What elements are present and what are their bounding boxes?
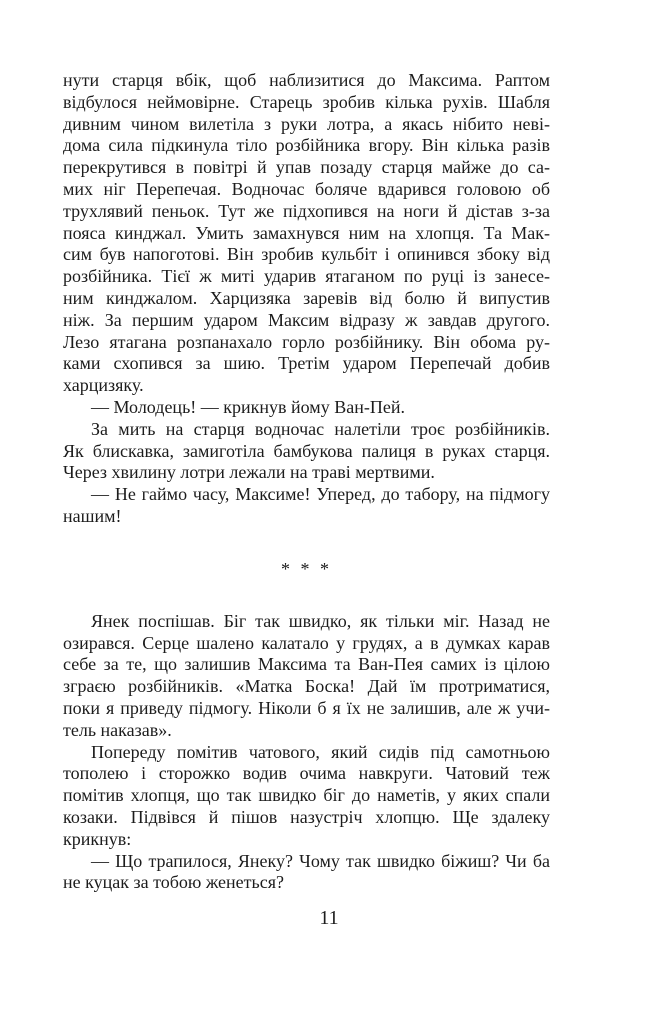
text-line: — Молодець! — крикнув йому Ван-Пей. <box>91 396 405 417</box>
text-line: дивним чином вилетіла з руки лотра, а якась нібито неві- <box>63 113 550 134</box>
text-line: За мить на старця водночас налетіли троє розбійників. <box>91 418 550 439</box>
text-line: відбулося неймовірне. Старець зробив кілька рухів. Шабля <box>63 91 550 112</box>
text-line: розбійника. Тієї ж миті ударив ятаганом по руці із занесе- <box>63 266 550 287</box>
page-number: 11 <box>319 907 339 929</box>
text-line: тополею і сторожко водив очима навкруги. Чатовий теж <box>63 763 550 784</box>
text-line: помітив хлопця, що так швидко біг до наметів, у яких спали <box>63 785 550 806</box>
text-line: нашим! <box>63 505 122 526</box>
text-line: дома сила підкинула тіло розбійника вгору. Він кілька разів <box>63 135 550 156</box>
text-line: — Що трапилося, Янеку? Чому так швидко біжиш? Чи ба <box>91 850 550 871</box>
text-line: поки я приведу підмогу. Ніколи б я їх не залишив, але ж учи- <box>63 697 550 718</box>
text-line: Янек поспішав. Біг так швидко, як тільки міг. Назад не <box>91 610 550 631</box>
text-line: сим був напоготові. Він зробив кульбіт і опинився збоку від <box>63 244 550 265</box>
text-line: Через хвилину лотри лежали на траві мертвими. <box>63 462 435 483</box>
book-page <box>63 70 550 894</box>
text-line: Попереду помітив чатового, який сидів під самотньою <box>91 741 550 762</box>
text-section-2 <box>63 611 550 894</box>
text-line: себе за те, що залишив Максима та Ван-Пея самих із цілою <box>63 654 550 675</box>
text-line: не куцак за тобою женеться? <box>63 872 284 893</box>
text-line: мих ніг Перепечая. Водночас боляче вдарився головою об <box>63 178 550 199</box>
text-line: ками схопився за шию. Третім ударом Перепечай добив <box>63 353 550 374</box>
text-line: озирався. Серце шалено калатало у грудях, а в думках карав <box>63 632 550 653</box>
text-line: ніж. За першим ударом Максим відразу ж завдав другого. <box>63 309 550 330</box>
text-line: трухлявий пеньок. Тут же підхопився на ноги й дістав з-за <box>63 200 550 221</box>
text-line: перекрутився в повітрі й упав позаду старця майже до са- <box>63 157 550 178</box>
text-line: Як блискавка, замиготіла бамбукова палиця в руках старця. <box>63 440 550 461</box>
text-line: — Не гаймо часу, Максиме! Уперед, до табору, на підмогу <box>91 484 550 505</box>
text-section-1 <box>63 70 550 528</box>
text-line: харцизяку. <box>63 375 144 396</box>
text-line: зграєю розбійників. «Матка Боска! Дай їм протриматися, <box>63 676 550 697</box>
text-line: ним кинджалом. Харцизяка заревів від болю й випустив <box>63 287 550 308</box>
text-line: нути старця вбік, щоб наблизитися до Максима. Раптом <box>63 70 550 90</box>
text-line: крикнув: <box>63 828 132 849</box>
text-line: козаки. Підвівся й пішов назустріч хлопцю. Ще здалеку <box>63 806 550 827</box>
text-line: тель наказав». <box>63 719 172 740</box>
text-line: пояса кинджал. Умить замахнувся ним на хлопця. Та Мак- <box>63 222 550 243</box>
section-separator: * * * <box>281 558 332 579</box>
text-line: Лезо ятагана розпанахало горло розбійнику. Він обома ру- <box>63 331 550 352</box>
